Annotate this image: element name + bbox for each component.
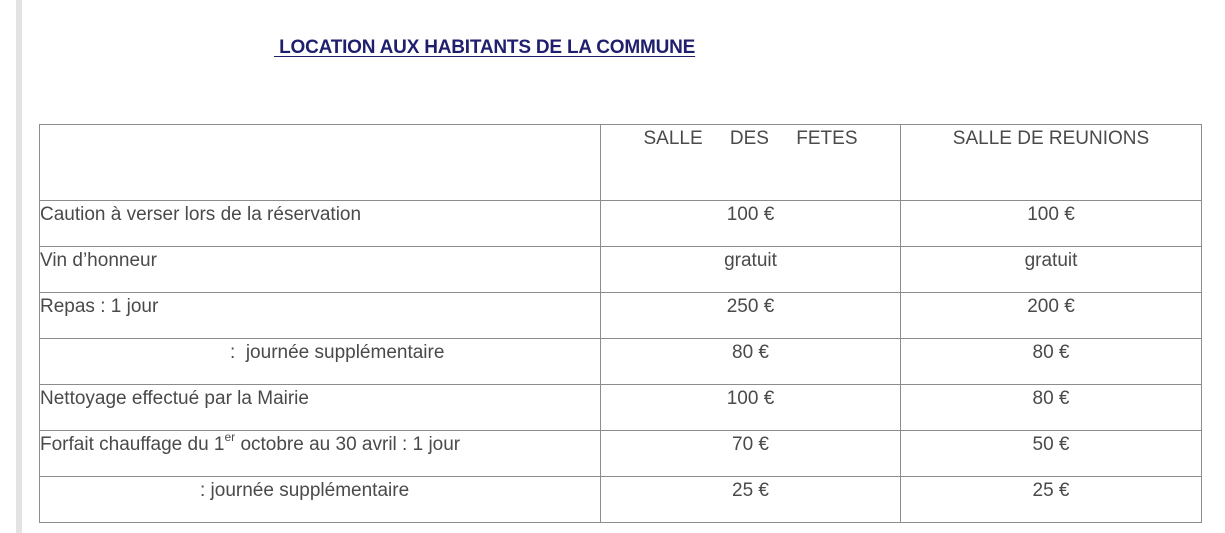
cell-reunions: 200 €	[901, 293, 1202, 339]
page-title: LOCATION AUX HABITANTS DE LA COMMUNE	[274, 37, 696, 58]
row-label-repas: Repas : 1 jour	[40, 293, 601, 339]
cell-fetes: 100 €	[601, 385, 901, 431]
table-row	[40, 201, 1202, 247]
cell-fetes: 80 €	[601, 339, 901, 385]
cell-fetes: 70 €	[601, 431, 901, 477]
label-superscript: er	[224, 429, 236, 444]
label-part-post: octobre au 30 avril : 1 jour	[235, 434, 461, 455]
cell-fetes: 250 €	[601, 293, 901, 339]
table-row	[40, 385, 1202, 431]
cell-fetes: 25 €	[601, 477, 901, 523]
table-row	[40, 293, 1202, 339]
row-label-caution: Caution à verser lors de la réservation	[40, 201, 601, 247]
table-header-row	[40, 125, 1202, 201]
table-row	[40, 247, 1202, 293]
cell-reunions: gratuit	[901, 247, 1202, 293]
cell-fetes: gratuit	[601, 247, 901, 293]
cell-fetes: 100 €	[601, 201, 901, 247]
cell-reunions: 50 €	[901, 431, 1202, 477]
row-label-repas-journee-supplementaire: : journée supplémentaire	[40, 339, 601, 385]
label-part-pre: Forfait chauffage du 1	[40, 434, 225, 455]
table-row	[40, 339, 1202, 385]
table-row	[40, 477, 1202, 523]
pricing-table	[39, 124, 1202, 523]
header-empty-cell	[40, 125, 601, 201]
row-label-forfait-chauffage	[40, 431, 601, 477]
table-row	[40, 431, 1202, 477]
cell-reunions: 80 €	[901, 339, 1202, 385]
cell-reunions: 100 €	[901, 201, 1202, 247]
row-label-nettoyage: Nettoyage effectué par la Mairie	[40, 385, 601, 431]
cell-reunions: 25 €	[901, 477, 1202, 523]
header-salle-des-fetes: SALLE DES FETES	[601, 125, 901, 201]
row-label-chauffage-journee-supplementaire: : journée supplémentaire	[40, 477, 601, 523]
cell-reunions: 80 €	[901, 385, 1202, 431]
row-label-vin-honneur: Vin d’honneur	[40, 247, 601, 293]
header-salle-de-reunions: SALLE DE REUNIONS	[901, 125, 1202, 201]
left-border-bar	[16, 0, 22, 533]
